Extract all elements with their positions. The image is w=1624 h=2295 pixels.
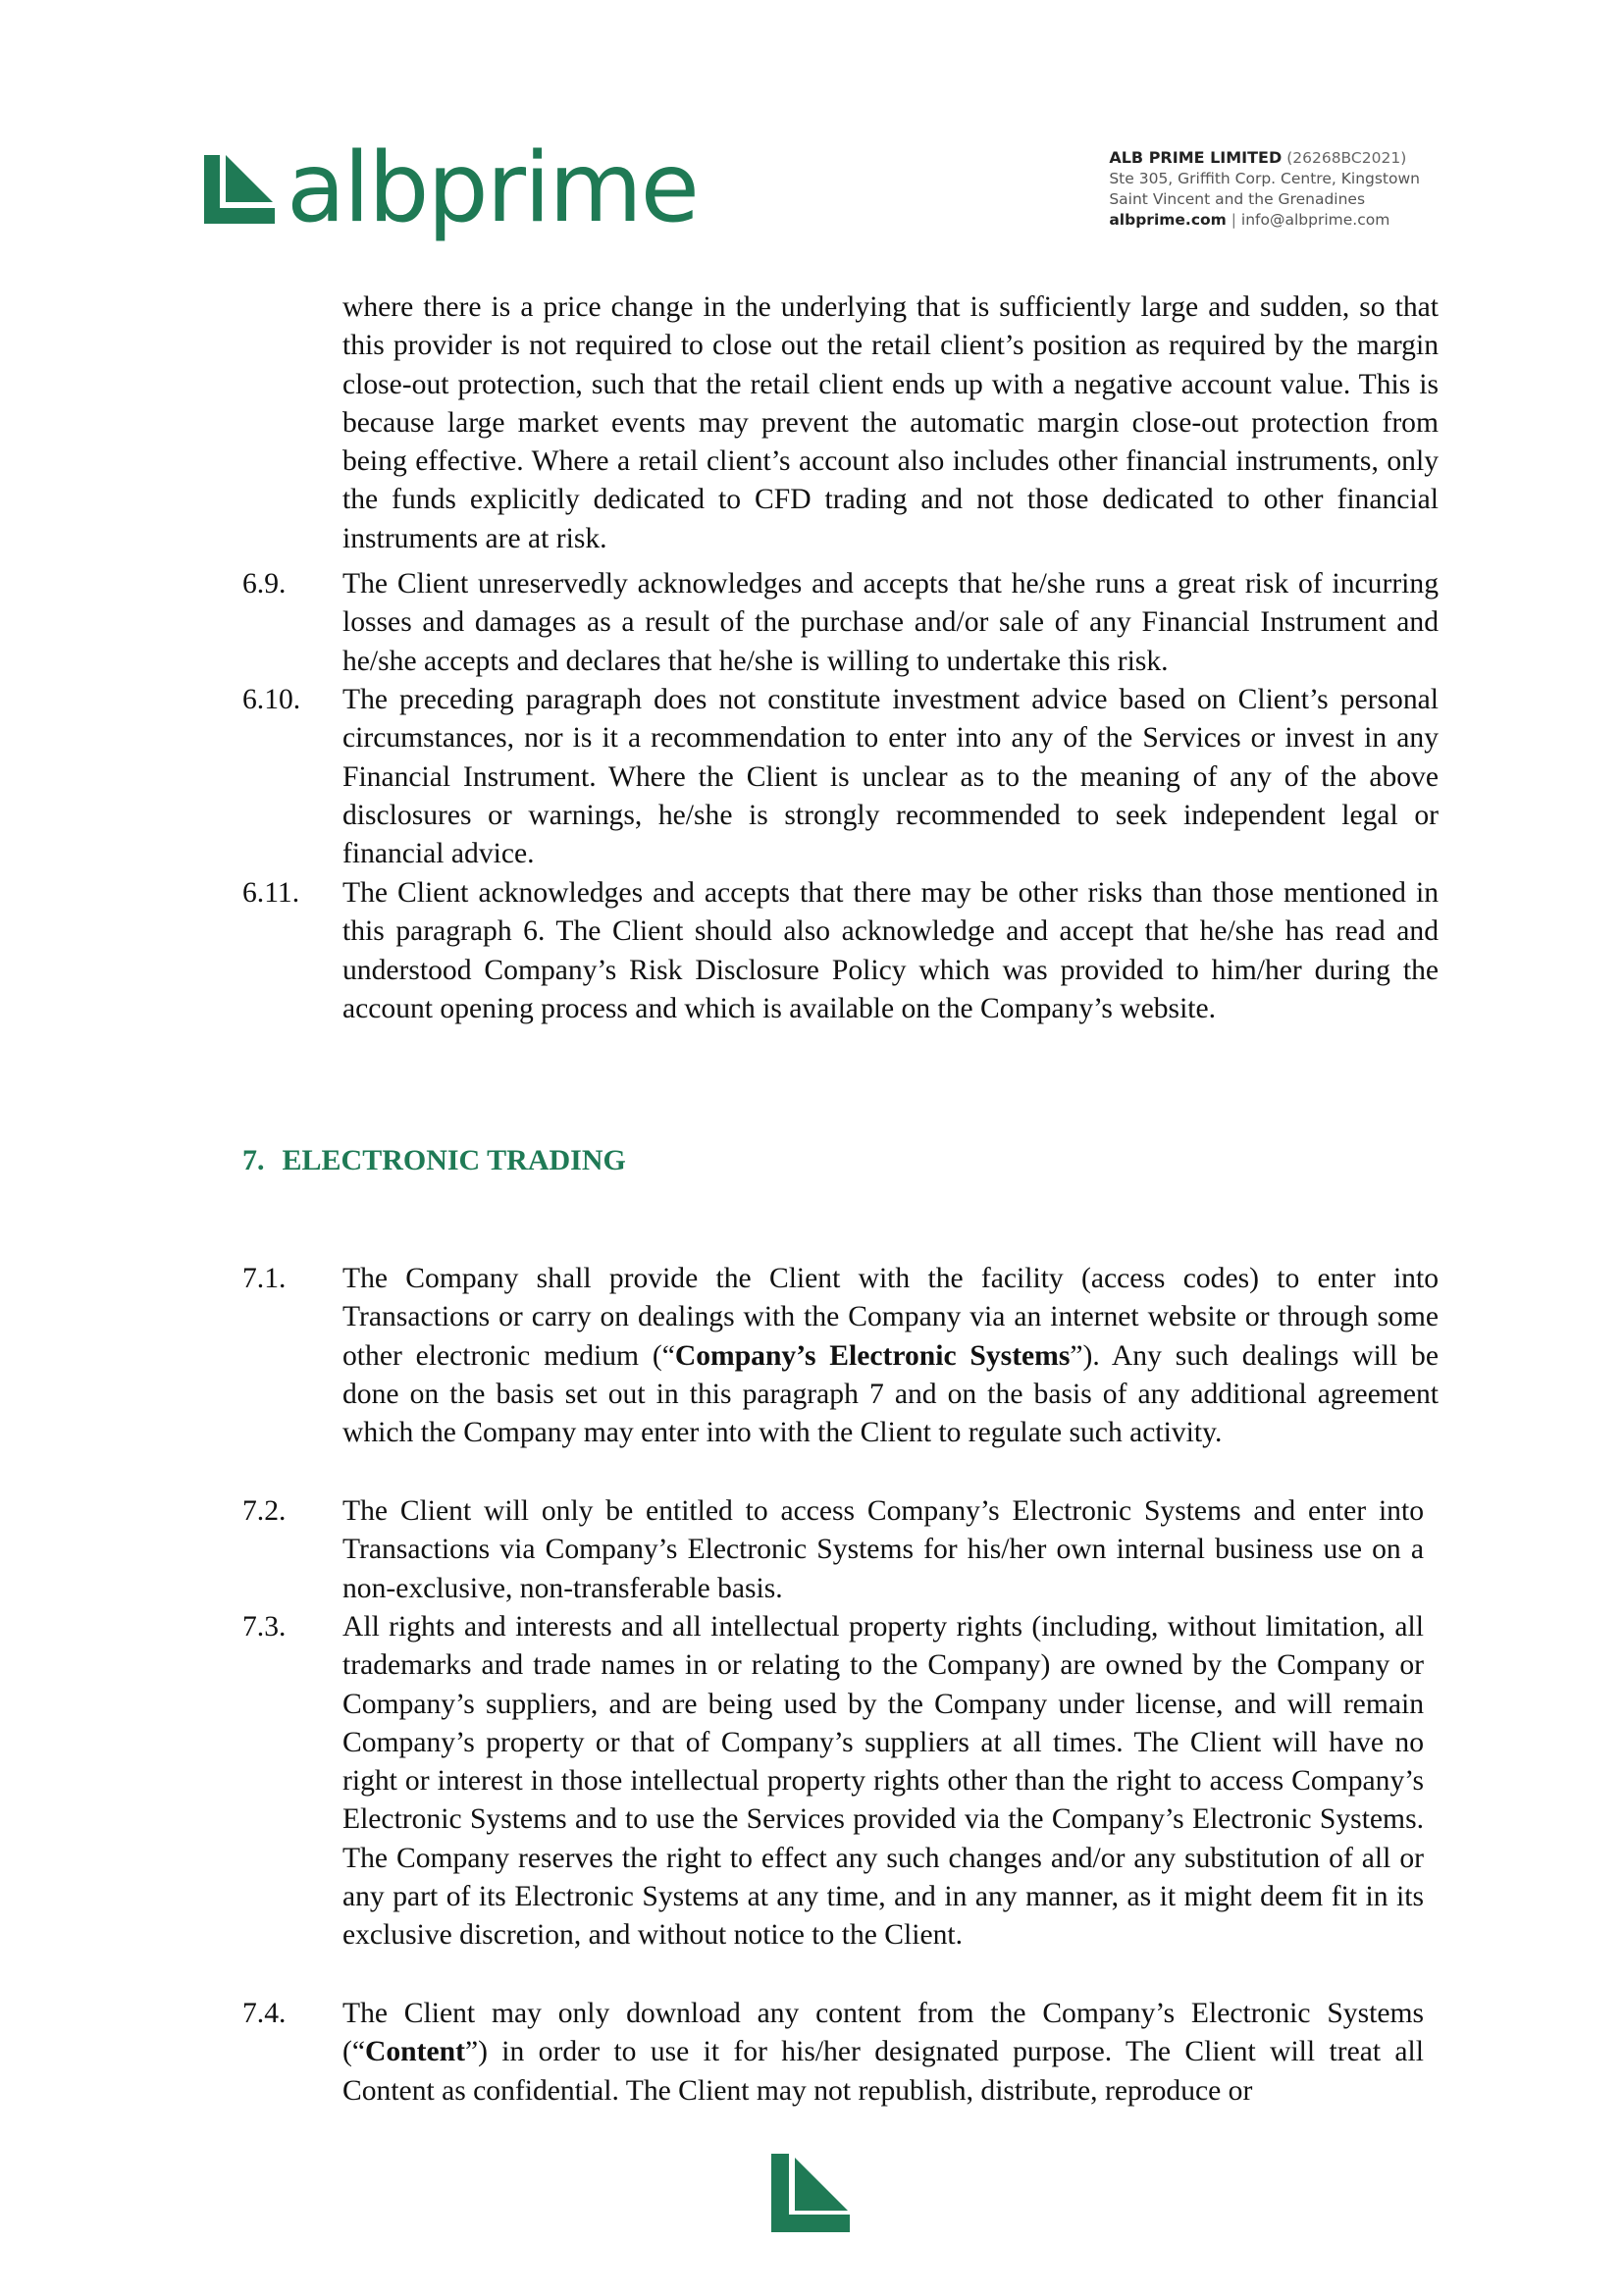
clause-number: 7.3.	[242, 1611, 287, 1643]
clause-text-part: The Client may only download any content from the Company’s Electronic Systems (“	[342, 1998, 1424, 2068]
clause-number: 6.11.	[242, 877, 300, 909]
clause-text: All rights and interests and all intellectual property rights (including, without limitation, all trademarks and trade names in or relating to the Company) are owned by the Company or Company’s suppliers, and are being used by the Company under license, and will remain Company’s property or that of Company’s suppliers at all times. The Client will have no right or interest in those intellectual property rights other than the right to access Company’s Electronic Systems and to use the Services provided via the Company’s Electronic Systems. The Company reserves the right to effect any such changes and/or any substitution of all or any part of its Electronic Systems at any time, and in any manner, as it might deem fit in its exclusive discretion, and without notice to the Client.	[342, 1611, 1424, 1952]
clause-number: 6.10.	[242, 684, 301, 715]
clause-number: 7.1.	[242, 1263, 287, 1294]
clause-text: The preceding paragraph does not constitute investment advice based on Client’s personal circumstances, nor is it a recommendation to enter into any of the Services or invest in any Financial Instrument. Where the Client is unclear as to the meaning of any of the above disclosures or warnings, he/she is strongly recommended to seek independent legal or financial advice.	[342, 684, 1439, 870]
logo-mark-icon	[204, 155, 275, 224]
defined-term: Company’s Electronic Systems	[674, 1339, 1071, 1372]
clause-number: 7.2.	[242, 1495, 287, 1527]
section-heading-number: 7.	[242, 1144, 265, 1176]
section-heading	[242, 1144, 626, 1177]
clause-number: 7.4.	[242, 1998, 287, 2029]
clause-text: The Client unreservedly acknowledges and accepts that he/she runs a great risk of incurring losses and damages as a result of the purchase and/or sale of any Financial Instrument and he/she accepts and declares that he/she is willing to undertake this risk.	[342, 568, 1439, 677]
company-email[interactable]: info@albprime.com	[1240, 211, 1390, 229]
logo-wordmark: albprime	[287, 132, 698, 244]
clause-text-part: ”). Any such dealings will be done on the basis set out in this paragraph 7 and on the basis of any additional agreement which the Company may enter into with the Client to regulate such activity.	[342, 1339, 1439, 1449]
company-name: ALB PRIME LIMITED	[1109, 148, 1283, 167]
clause-text: The Client acknowledges and accepts that there may be other risks than those mentioned in this paragraph 6. The Client should also acknowledge and accept that he/she has read and understood Company’s Risk Disclosure Policy which was provided to him/her during the account opening process and which is available on the Company’s website.	[342, 877, 1439, 1024]
clause-text: The Client will only be entitled to access Company’s Electronic Systems and enter into Transactions via Company’s Electronic Systems for his/her own internal business use on a non-exclusive, non-transferable basis.	[342, 1495, 1424, 1604]
clause-text-part: ”) in order to use it for his/her designated purpose. The Client will treat all Content as confidential. The Client may not republish, distribute, reproduce or	[342, 2036, 1424, 2107]
company-address-line2: Saint Vincent and the Grenadines	[1109, 190, 1366, 208]
footer-logo-icon	[771, 2154, 850, 2232]
clause-text-part: The Company shall provide the Client with the facility (access codes) to enter into Transactions or carry on dealings with the Company via an internet website or through some other electronic medium (“	[342, 1263, 1439, 1372]
clause-text	[342, 1260, 1439, 1452]
company-address-line1: Ste 305, Griffith Corp. Centre, Kingstown	[1109, 170, 1420, 187]
section6-continuation: where there is a price change in the underlying that is sufficiently large and sudden, so that this provider is not required to close out the retail client’s position as required by the margin close-out protection, such that the retail client ends up with a negative account value. This is because large market events may prevent the automatic margin close-out protection from being effective. Where a retail client’s account also includes other financial instruments, only the funds explicitly dedicated to CFD trading and not those dedicated to other financial instruments are at risk.	[342, 291, 1439, 554]
company-website[interactable]: albprime.com	[1109, 211, 1227, 229]
company-name-line	[1109, 147, 1420, 169]
clause-text	[342, 1995, 1424, 2111]
contact-separator: |	[1231, 211, 1236, 229]
company-registration: (26268BC2021)	[1286, 149, 1407, 167]
defined-term: Content	[365, 2036, 465, 2068]
company-info	[1109, 147, 1420, 231]
clause-number: 6.9.	[242, 568, 287, 600]
section-heading-title: ELECTRONIC TRADING	[282, 1144, 626, 1176]
company-logo	[204, 132, 698, 251]
company-contact-line	[1109, 210, 1420, 231]
